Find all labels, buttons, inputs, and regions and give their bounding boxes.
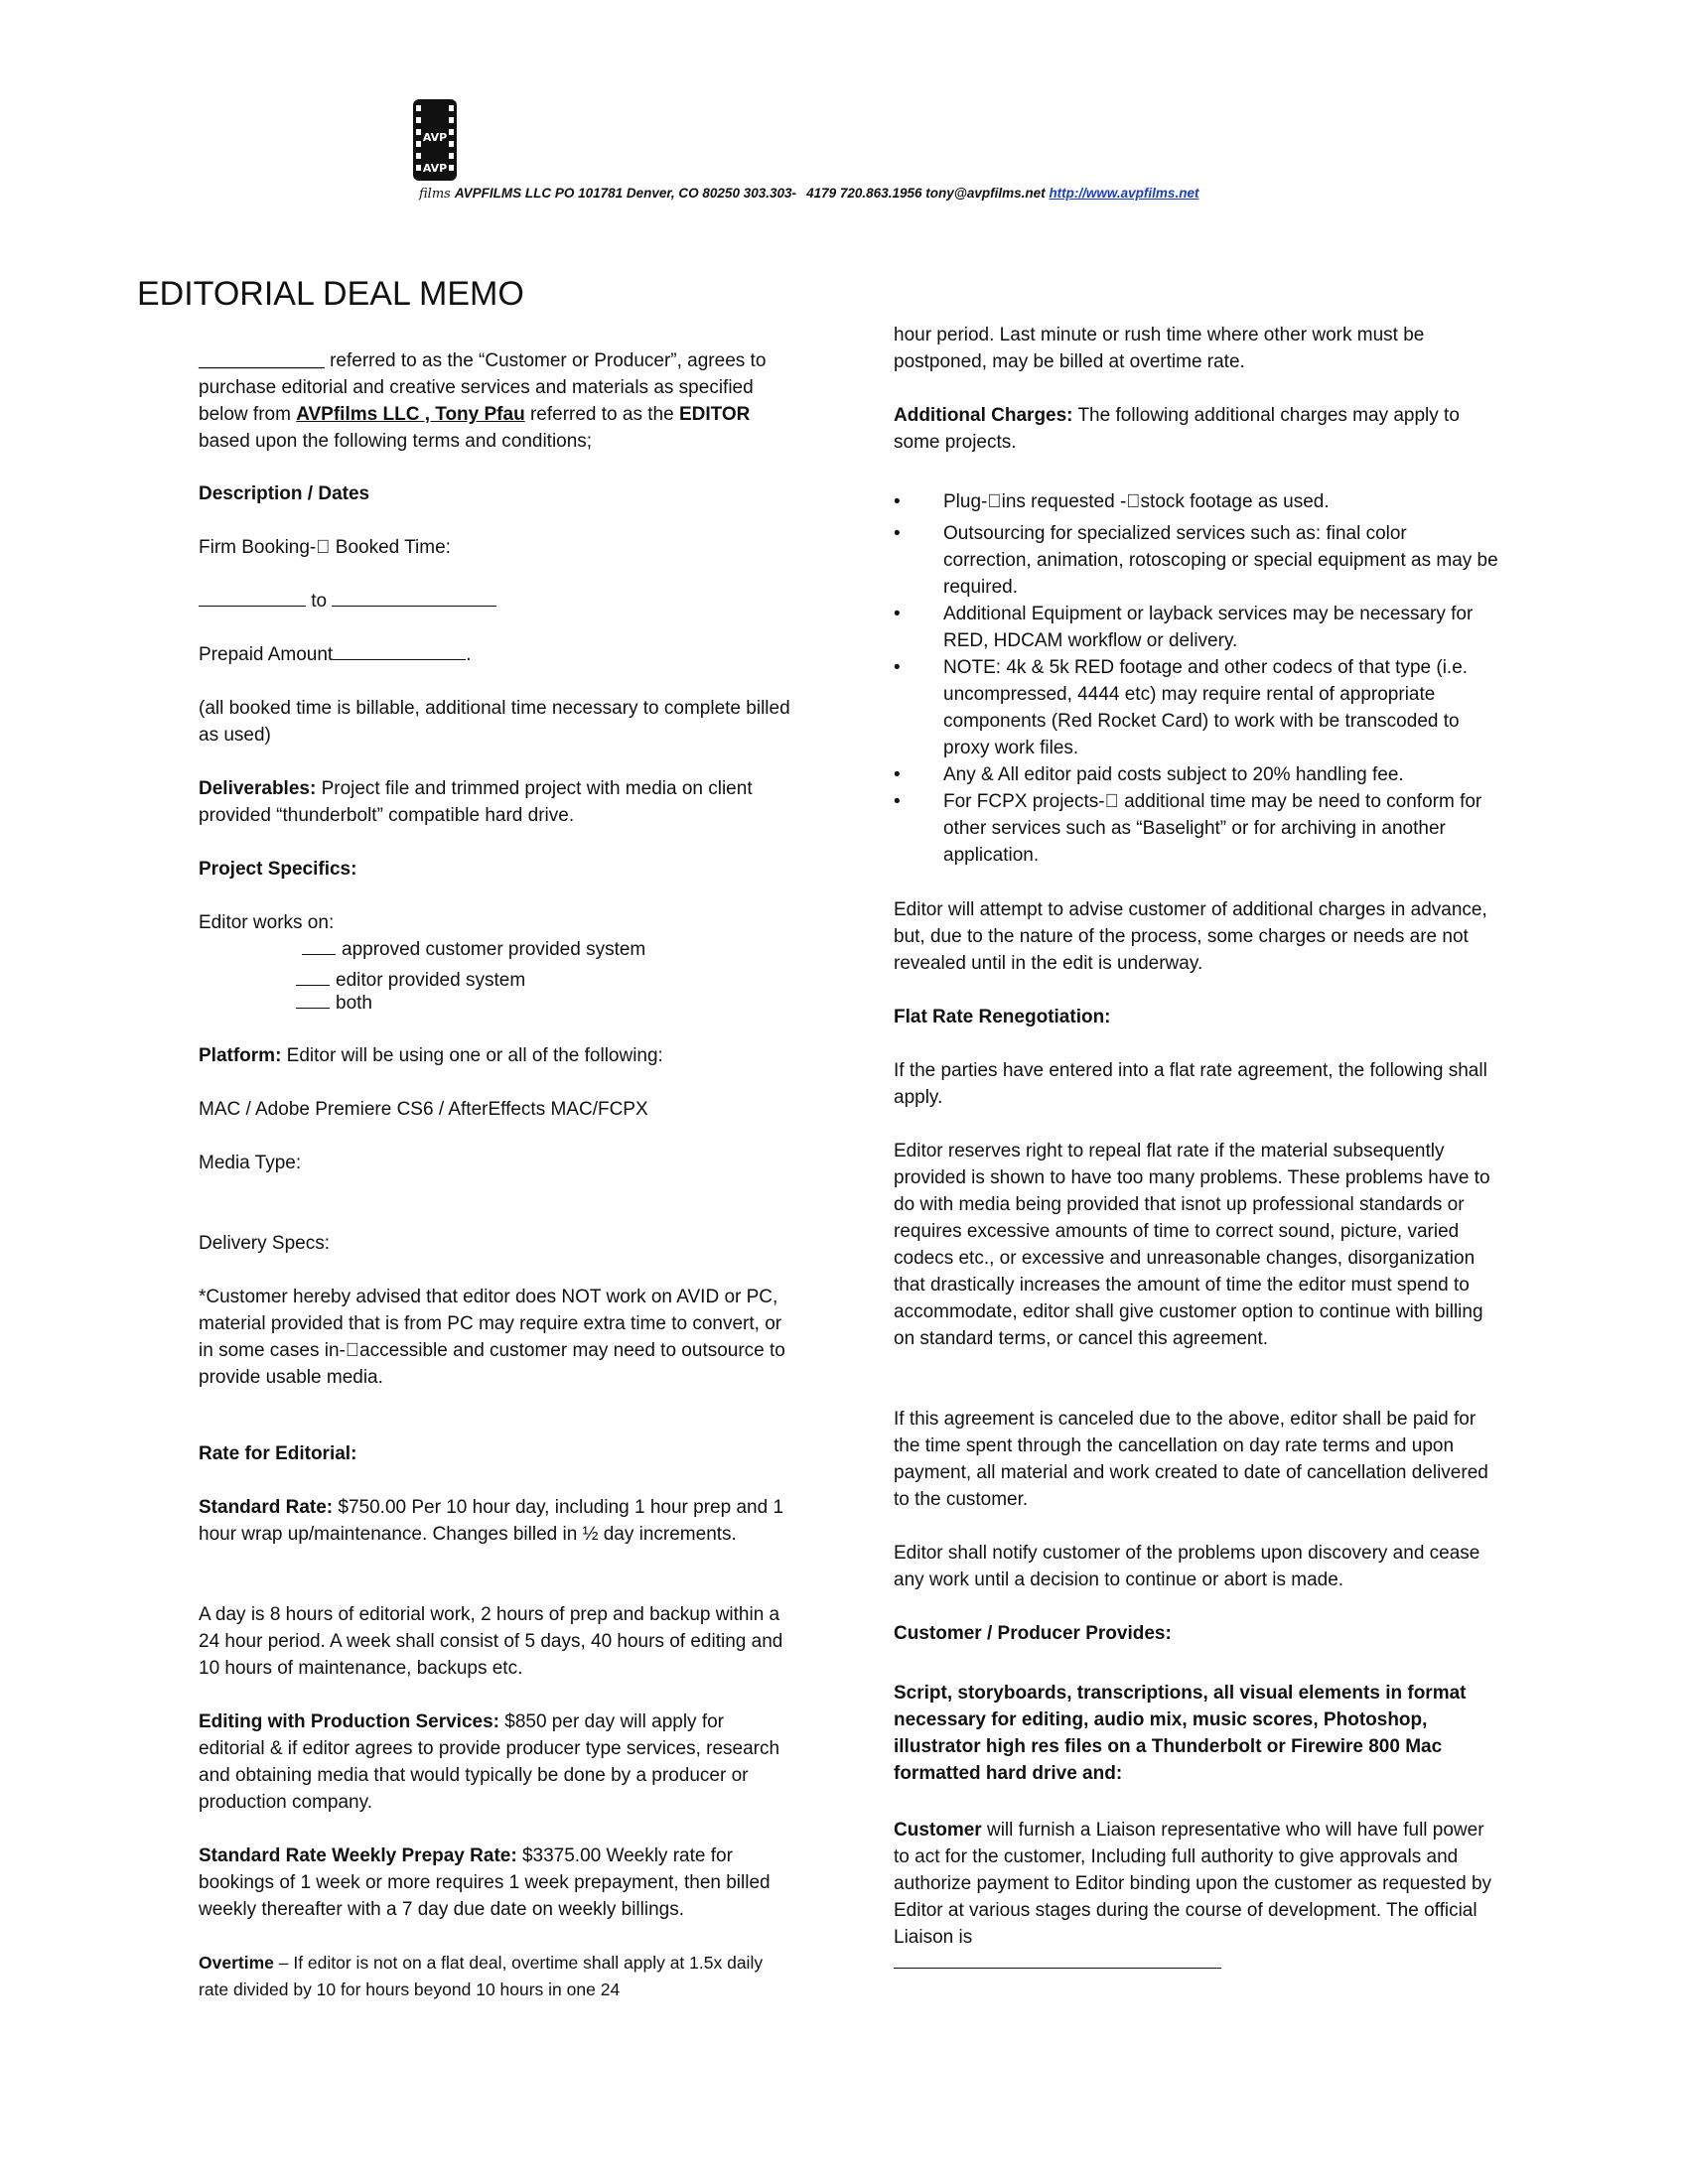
firm-booking-label: Firm Booking-􏰀 Booked Time: bbox=[199, 537, 451, 558]
company-website-link[interactable]: http://www.avpfilms.net bbox=[1049, 186, 1199, 201]
advise-paragraph: Editor will attempt to advise customer of additional charges in advance, but, due to the nature of the process, some charges or needs are not revealed until in the edit is underway. bbox=[894, 899, 1487, 974]
logo-films-word: films bbox=[419, 187, 451, 202]
flat-rate-heading: Flat Rate Renegotiation: bbox=[894, 1007, 1111, 1027]
company-contact-line bbox=[419, 186, 1198, 202]
list-item: • NOTE: 4k & 5k RED footage and other codecs of that type (i.e. uncompressed, 4444 etc) may require rental of appropriate components (Red Rocket Card) to work with be transcoded to proxy work files. bbox=[894, 654, 1499, 761]
additional-charges-list bbox=[894, 488, 1499, 869]
rate-heading: Rate for Editorial: bbox=[199, 1443, 357, 1464]
platform-paragraph: Platform: Editor will be using one or all of the following: bbox=[199, 1045, 663, 1066]
option-checkbox[interactable] bbox=[296, 967, 330, 986]
cancellation-paragraph: If this agreement is canceled due to the above, editor shall be paid for the time spent through the cancellation on day rate terms and upon payment, all material and work created to date of cancellation delivered to the customer. bbox=[894, 1409, 1488, 1510]
list-item: • For FCPX projects-􏰀 additional time may be need to conform for other services such as “Baselight” or for archiving in another application. bbox=[894, 788, 1499, 869]
logo-text-top: AVP bbox=[422, 131, 448, 144]
list-item: • Plug-􏰀ins requested -􏰀stock footage as used. bbox=[894, 488, 1499, 515]
prepaid-amount: Prepaid Amount . bbox=[199, 641, 794, 668]
day-definition-paragraph: A day is 8 hours of editorial work, 2 hours of prep and backup within a 24 hour period. A week shall consist of 5 days, 40 hours of editing and 10 hours of maintenance, backups etc. bbox=[199, 1604, 783, 1679]
description-heading: Description / Dates bbox=[199, 483, 370, 504]
list-item: • Any & All editor paid costs subject to 20% handling fee. bbox=[894, 761, 1499, 788]
option-customer-system: approved customer provided system bbox=[302, 936, 645, 963]
flat-rate-intro: If the parties have entered into a flat rate agreement, the following shall apply. bbox=[894, 1060, 1487, 1108]
platform-list: MAC / Adobe Premiere CS6 / AfterEffects MAC/FCPX bbox=[199, 1099, 648, 1120]
overtime-continued: hour period. Last minute or rush time where other work must be postponed, may be billed at overtime rate. bbox=[894, 325, 1425, 372]
deliverables-paragraph: Deliverables: Project file and trimmed project with media on client provided “thunderbolt” compatible hard drive. bbox=[199, 778, 753, 826]
flat-rate-repeal: Editor reserves right to repeal flat rate if the material subsequently provided is shown to have too many problems. These problems have to do with media being provided that isnot up professional standards or requires excessive amounts of time to correct sound, picture, varied codecs etc., or excessive and unreasonable changes, disorganization that drastically increases the amount of time the editor must spend to accommodate, editor shall give customer option to continue with billing on standard terms, or cancel this agreement. bbox=[894, 1141, 1490, 1349]
additional-charges-paragraph: Additional Charges: The following additional charges may apply to some projects. bbox=[894, 405, 1460, 453]
production-services-paragraph: Editing with Production Services: $850 per day will apply for editorial & if editor agrees to provide producer type services, research and obtaining media that would typically be done by a producer or production company. bbox=[199, 1711, 780, 1813]
liaison-paragraph: Customer will furnish a Liaison representative who will have full power to act for the customer, Including full authority to give approvals and authorize payment to Editor binding upon the customer as requested by Editor at various stages during the course of development. The official Liaison is bbox=[894, 1820, 1492, 1948]
booking-date-range bbox=[199, 588, 794, 614]
list-item: • Additional Equipment or layback services may be necessary for RED, HDCAM workflow or delivery. bbox=[894, 601, 1499, 654]
standard-rate-paragraph: Standard Rate: $750.00 Per 10 hour day, including 1 hour prep and 1 hour wrap up/maintenance. Changes billed in ½ day increments. bbox=[199, 1497, 784, 1545]
end-date-field[interactable] bbox=[332, 588, 496, 607]
prepaid-amount-field[interactable] bbox=[333, 641, 466, 660]
notify-paragraph: Editor shall notify customer of the problems upon discovery and cease any work until a decision to continue or abort is made. bbox=[894, 1543, 1480, 1590]
option-both: both bbox=[296, 990, 372, 1017]
option-checkbox[interactable] bbox=[302, 936, 336, 955]
media-type-label: Media Type: bbox=[199, 1153, 302, 1173]
billable-note: (all booked time is billable, additional time necessary to complete billed as used) bbox=[199, 698, 790, 746]
option-editor-system: editor provided system bbox=[296, 967, 525, 994]
prepaid-amount-label: Prepaid Amount bbox=[199, 644, 334, 665]
delivery-specs-label: Delivery Specs: bbox=[199, 1233, 330, 1254]
intro-paragraph: ____________ referred to as the “Customer or Producer”, agrees to purchase editorial and creative services and materials as specified below from AVPfilms LLC , Tony Pfau referred to as the EDITOR based upon the following terms and conditions; bbox=[199, 350, 767, 452]
option-checkbox[interactable] bbox=[296, 990, 330, 1009]
list-item: • Outsourcing for specialized services such as: final color correction, animation, rotoscoping or special equipment as may be required. bbox=[894, 520, 1499, 601]
logo-text-bottom: AVP bbox=[422, 162, 448, 175]
liaison-name-field[interactable] bbox=[894, 1968, 1221, 1969]
customer-provides-list: Script, storyboards, transcriptions, all visual elements in format necessary for editing, audio mix, music scores, Photoshop, illustrator high res files on a Thunderbolt or Firewire 800 Mac formatted hard drive and: bbox=[894, 1683, 1467, 1784]
editor-company-name: AVPfilms LLC , Tony Pfau bbox=[296, 404, 525, 425]
start-date-field[interactable] bbox=[199, 588, 306, 607]
date-to-label: to bbox=[311, 591, 328, 612]
company-address: AVPFILMS LLC PO 101781 Denver, CO 80250 303.303-􏰀4179 720.863.1956 tony@avpfilms.net bbox=[454, 186, 1046, 201]
customer-provides-heading: Customer / Producer Provides: bbox=[894, 1623, 1172, 1644]
avid-pc-note: *Customer hereby advised that editor does NOT work on AVID or PC, material provided that is from PC may require extra time to convert, or in some cases in-􏰀accessible and customer may need to outsource to provide usable media. bbox=[199, 1287, 785, 1388]
customer-name-blank[interactable]: ____________ bbox=[199, 350, 325, 371]
overtime-paragraph: Overtime – If editor is not on a flat deal, overtime shall apply at 1.5x daily rate divided by 10 for hours beyond 10 hours in one 24 bbox=[199, 1953, 764, 1999]
project-specifics-heading: Project Specifics: bbox=[199, 859, 357, 880]
editor-works-on-label: Editor works on: bbox=[199, 912, 335, 933]
document-title: EDITORIAL DEAL MEMO bbox=[137, 275, 524, 313]
weekly-prepay-paragraph: Standard Rate Weekly Prepay Rate: $3375.00 Weekly rate for bookings of 1 week or more requires 1 week prepayment, then billed weekly thereafter with a 7 day due date on weekly billings. bbox=[199, 1845, 771, 1920]
